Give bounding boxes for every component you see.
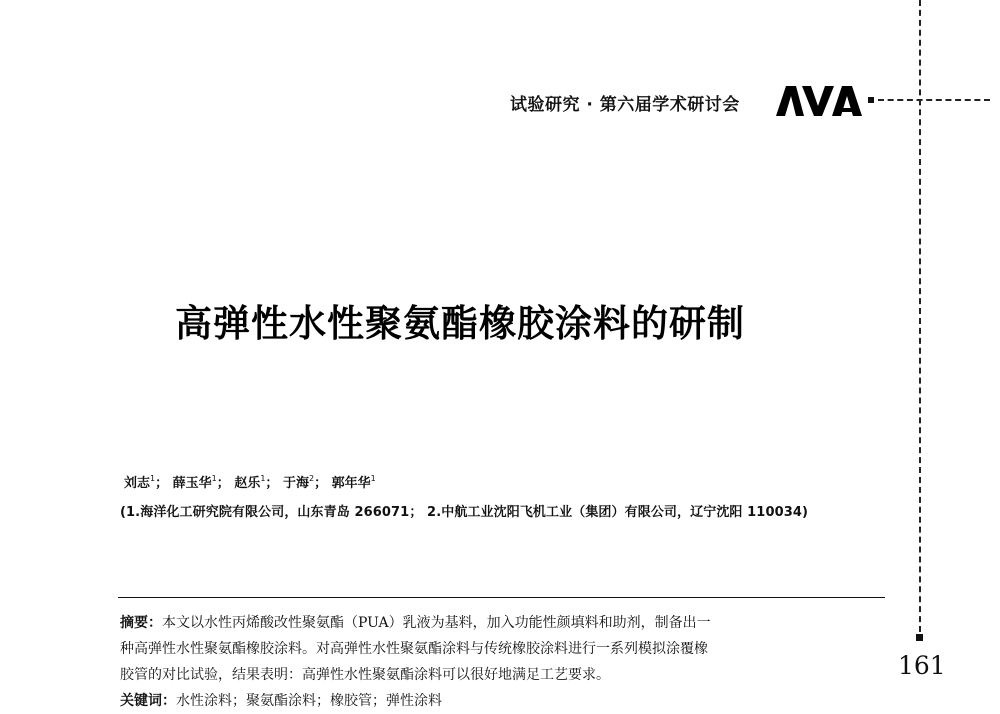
journal-series-header: 试验研究 · 第六届学术研讨会 [510,95,740,115]
avia-logo-icon [776,86,862,116]
abstract-line: 摘要：本文以水性丙烯酸改性聚氨酯（PUA）乳液为基料，加入功能性颜填料和助剂，制备出一 [120,615,711,631]
keywords-text: 水性涂料；聚氨酯涂料；橡胶管；弹性涂料 [176,693,442,709]
margin-rule-end-marker [916,634,923,641]
keywords-line [120,688,885,714]
author-list [124,472,376,491]
abstract-block [120,610,885,714]
keywords-label: 关键词： [120,693,176,709]
author: 于海$^2$； [282,474,328,491]
author: 郭年华$^1$ [331,474,376,491]
margin-dashed-rule [919,0,921,632]
author: 薛玉华$^1$； [172,474,230,491]
paper-title: 高弹性水性聚氨酯橡胶涂料的研制 [175,301,745,345]
abstract-line: 种高弹性水性聚氨酯橡胶涂料。对高弹性水性聚氨酯涂料与传统橡胶涂料进行一系列模拟涂覆橡 [120,641,708,657]
header-bullet [868,97,874,103]
page-number: 161 [898,651,946,680]
abstract-line: 胶管的对比试验，结果表明：高弹性水性聚氨酯涂料可以很好地满足工艺要求。 [120,667,610,683]
author: 刘志$^1$； [124,474,169,491]
author-affiliations: (1.海洋化工研究院有限公司，山东青岛 266071； 2.中航工业沈阳飞机工业（集团）有限公司，辽宁沈阳 110034) [120,505,809,520]
abstract-label: 摘要： [120,615,162,631]
header-dashed-rule [878,99,990,101]
section-divider [118,597,885,598]
author: 赵乐$^1$； [234,474,279,491]
